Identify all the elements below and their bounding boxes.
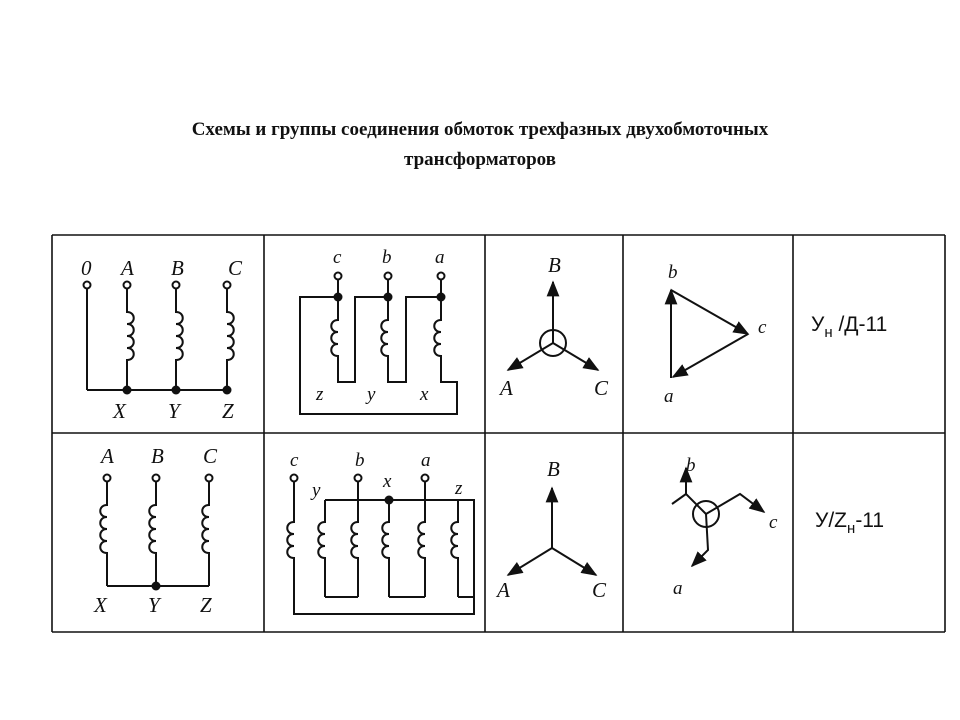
terminal-label-c: c [333, 247, 342, 268]
vector-label-b: b [668, 262, 678, 283]
terminal-label-a: a [421, 450, 431, 471]
svg-text:Ун /Д-11: Ун /Д-11 [811, 313, 888, 341]
vector-label-C: C [592, 578, 607, 602]
terminal-label-X: X [113, 399, 126, 423]
terminal-label-Z: Z [222, 399, 234, 423]
terminal-label-b: b [355, 450, 365, 471]
vector-label-a: a [664, 386, 674, 407]
terminal-label-X: X [94, 593, 107, 617]
terminal-label-C: C [228, 256, 243, 280]
vector-label-a: a [673, 578, 683, 599]
terminal-label-y: y [367, 384, 376, 405]
group-label-row1 [811, 313, 887, 341]
lv-vector-diagram-row2 [672, 455, 778, 599]
terminal-label-y: y [312, 480, 321, 501]
terminal-label-B: B [151, 444, 164, 468]
svg-text:У/Zн-11: У/Zн-11 [815, 509, 885, 537]
neutral-terminal-label: 0 [81, 256, 92, 280]
terminal-label-z: z [316, 384, 324, 405]
vector-label-A: A [497, 578, 510, 602]
terminal-label-C: C [203, 444, 218, 468]
hv-star-winding-row2 [93, 444, 218, 617]
hv-vector-diagram-row2 [495, 457, 607, 602]
lv-vector-diagram-row1 [664, 262, 767, 407]
terminal-label-A: A [101, 444, 114, 468]
terminal-label-Y: Y [148, 593, 160, 617]
terminal-label-c: c [290, 450, 299, 471]
terminal-label-b: b [382, 247, 392, 268]
vector-label-B: B [547, 457, 560, 481]
terminal-label-Z: Z [200, 593, 212, 617]
terminal-label-a: a [435, 247, 445, 268]
vector-label-A: A [500, 376, 513, 400]
table-grid [52, 235, 945, 632]
group-label-row2 [815, 509, 884, 537]
vector-label-c: c [769, 512, 778, 533]
vector-label-b: b [686, 455, 696, 476]
terminal-label-B: B [171, 256, 184, 280]
terminal-label-x: x [420, 384, 429, 405]
vector-label-C: C [594, 376, 609, 400]
terminal-label-z: z [455, 478, 463, 499]
terminal-label-Y: Y [168, 399, 180, 423]
title-line-1: Схемы и группы соединения обмоток трехфазных двухобмоточных [191, 119, 769, 140]
terminal-label-x: x [383, 471, 392, 492]
hv-vector-diagram-row1 [498, 253, 609, 400]
vector-label-B: B [548, 253, 561, 277]
vector-label-c: c [758, 317, 767, 338]
hv-star-winding-row1 [81, 256, 243, 423]
lv-delta-winding-row1 [300, 247, 457, 414]
terminal-label-A: A [121, 256, 134, 280]
lv-zigzag-winding-row2 [287, 450, 474, 614]
title-line-2: трансформаторов [404, 149, 556, 170]
